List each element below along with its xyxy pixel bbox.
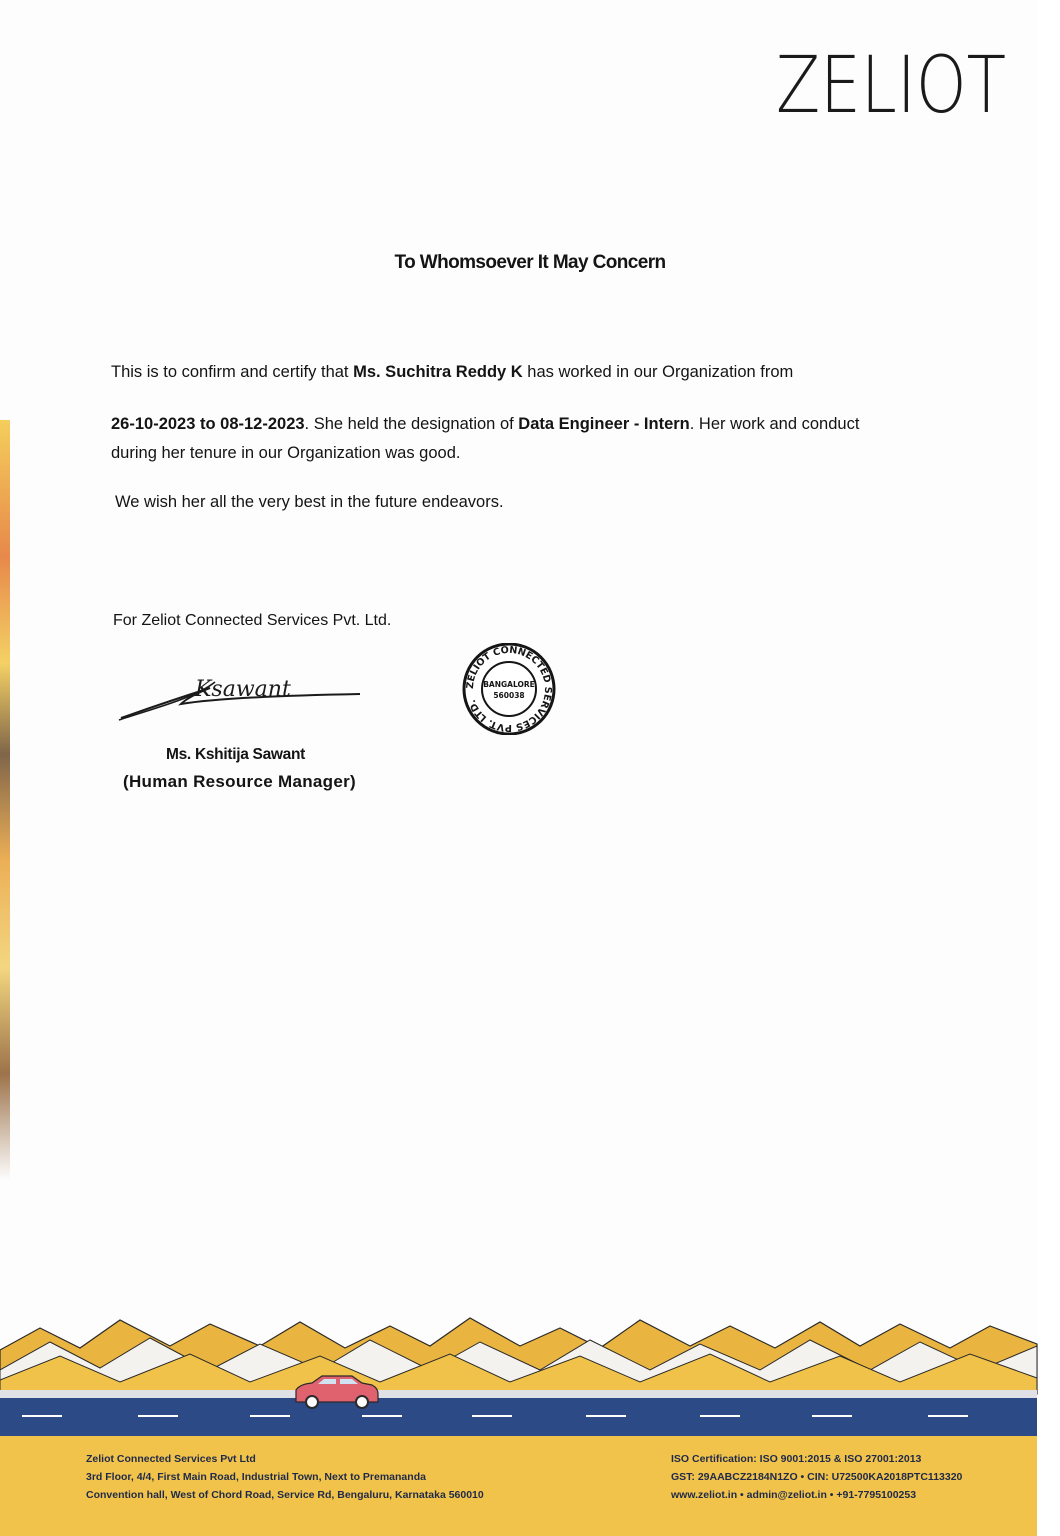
footer-gst-cin: GST: 29AABCZ2184N1ZO • CIN: U72500KA2018PTC113320 bbox=[671, 1471, 963, 1483]
footer-address-line1: 3rd Floor, 4/4, First Main Road, Industrial Town, Next to Premananda bbox=[86, 1471, 426, 1483]
paragraph-tenure bbox=[111, 410, 859, 468]
confirmation-text-start: This is to confirm and certify that bbox=[111, 363, 354, 381]
footer-address bbox=[86, 1450, 484, 1504]
zeliot-logo bbox=[776, 41, 1008, 131]
stamp-pin: 560038 bbox=[493, 691, 525, 700]
confirmation-text-end: has worked in our Organization from bbox=[522, 363, 794, 381]
footer-registration bbox=[671, 1450, 962, 1504]
paragraph-confirmation bbox=[111, 358, 793, 387]
brand-logo-text: ZELIOT bbox=[776, 41, 1006, 131]
stamp-city: BANGALORE bbox=[483, 680, 535, 689]
company-stamp bbox=[459, 643, 559, 735]
tenure-dates: 26-10-2023 to 08-12-2023 bbox=[111, 415, 305, 433]
paragraph-wishes: We wish her all the very best in the future endeavors. bbox=[115, 493, 504, 511]
company-signoff: For Zeliot Connected Services Pvt. Ltd. bbox=[113, 612, 392, 629]
signature bbox=[115, 668, 365, 728]
signature-script: Ksawant bbox=[195, 677, 291, 702]
signer-role: (Human Resource Manager) bbox=[123, 772, 356, 791]
designation: Data Engineer - Intern bbox=[518, 415, 690, 433]
letter-title: To Whomsoever It May Concern bbox=[394, 252, 666, 273]
footer-address-line2: Convention hall, West of Chord Road, Service Rd, Bengaluru, Karnataka 560010 bbox=[86, 1489, 484, 1501]
page-edge-strip bbox=[0, 420, 10, 1180]
employee-name: Ms. Suchitra Reddy K bbox=[353, 363, 523, 381]
footer-iso: ISO Certification: ISO 9001:2015 & ISO 27001:2013 bbox=[671, 1453, 922, 1465]
signer-name: Ms. Kshitija Sawant bbox=[166, 746, 305, 763]
footer-company-name: Zeliot Connected Services Pvt Ltd bbox=[86, 1453, 256, 1465]
tenure-text-end: . Her work and conduct bbox=[689, 415, 860, 433]
tenure-text-mid: . She held the designation of bbox=[304, 415, 519, 433]
tenure-text-line2: during her tenure in our Organization was good. bbox=[111, 444, 461, 462]
stamp-ring-text: ZELIOT CONNECTED SERVICES PVT. LTD. bbox=[464, 644, 554, 734]
footer-contacts: www.zeliot.in • admin@zeliot.in • +91-7795100253 bbox=[671, 1489, 917, 1501]
